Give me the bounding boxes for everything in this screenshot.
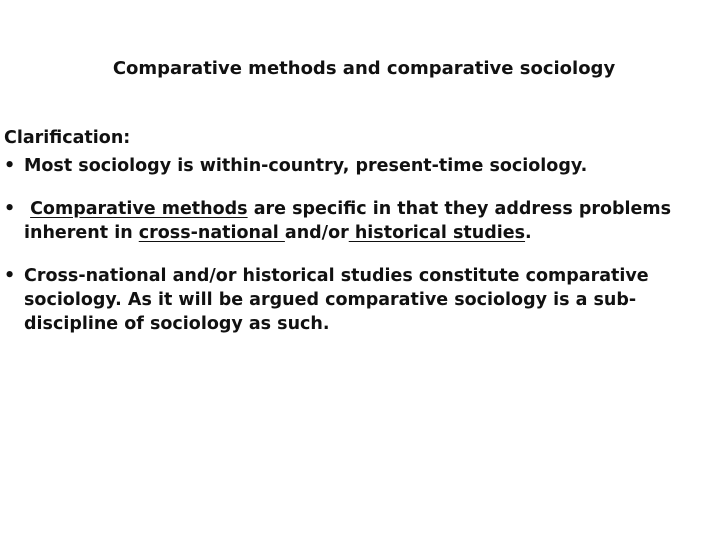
bullet-text-2c: . — [525, 223, 532, 243]
link-cross-national[interactable]: cross-national — [138, 223, 285, 243]
bullet-text-3: Cross-national and/or historical studies constitute comparative sociology. As it will be argued comparative sociology is a sub-discipline of sociology as such. — [24, 266, 649, 334]
slide-body — [4, 126, 704, 336]
bullet-item-1 — [4, 154, 704, 178]
bullet-icon: • — [4, 199, 16, 219]
link-comparative-methods[interactable]: Comparative methods — [30, 199, 248, 219]
bullet-text-2b: and/or — [284, 223, 349, 243]
bullet-item-2 — [4, 197, 704, 245]
clarification-heading: Clarification: — [4, 128, 131, 148]
slide-title: Comparative methods and comparative sociology — [112, 58, 616, 79]
bullet-item-3 — [4, 264, 704, 336]
bullet-icon: • — [4, 156, 16, 176]
link-historical-studies[interactable]: historical studies — [348, 223, 526, 243]
bullet-text-1: Most sociology is within-country, present-time sociology. — [24, 156, 588, 176]
bullet-list — [4, 154, 704, 336]
bullet-icon: • — [4, 266, 16, 286]
bullet-text-2a: are specific in that they address problems inherent in — [24, 199, 672, 243]
